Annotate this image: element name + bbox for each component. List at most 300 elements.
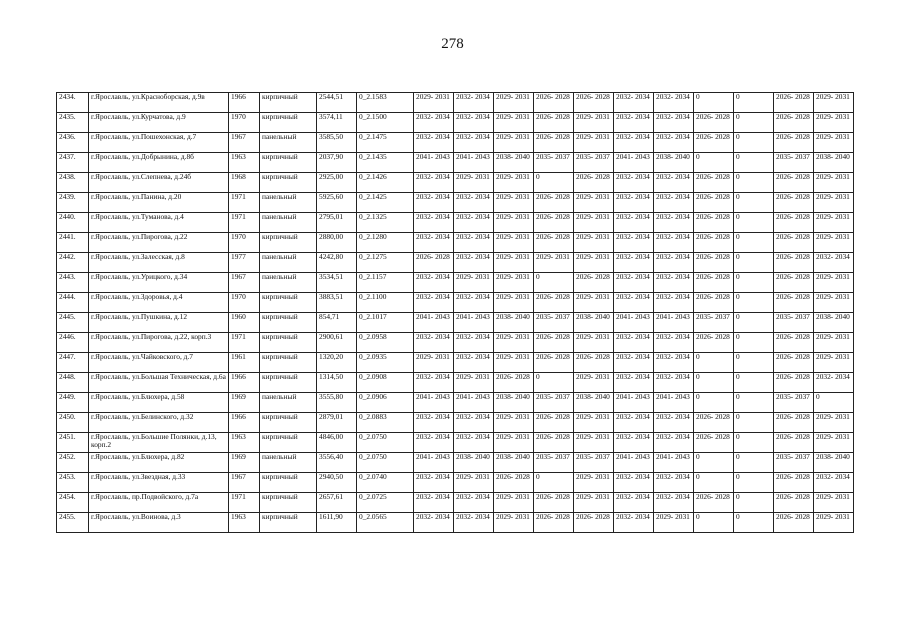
cell-work-period: 2032- 2034	[654, 333, 694, 353]
cell-work-period: 2026- 2028	[694, 493, 734, 513]
cell-work-period: 2032- 2034	[414, 133, 454, 153]
cell-work-period: 2032- 2034	[654, 133, 694, 153]
cell-work-period: 2026- 2028	[774, 93, 814, 113]
table-row	[57, 433, 854, 453]
cell-wall: кирпичный	[260, 293, 317, 313]
cell-year: 1966	[229, 93, 260, 113]
cell-area: 1320,20	[317, 353, 357, 373]
cell-work-period: 2029- 2031	[814, 293, 854, 313]
table-row	[57, 513, 854, 533]
cell-work-period: 2026- 2028	[774, 193, 814, 213]
cell-work-period: 2026- 2028	[774, 513, 814, 533]
cell-work-period: 0	[734, 373, 774, 393]
cell-work-period: 2035- 2037	[574, 153, 614, 173]
cell-index: 0_2.1157	[357, 273, 414, 293]
cell-work-period: 2026- 2028	[694, 433, 734, 453]
cell-work-period: 2029- 2031	[494, 493, 534, 513]
cell-index: 0_2.0935	[357, 353, 414, 373]
cell-work-period: 2026- 2028	[774, 233, 814, 253]
cell-work-period: 2032- 2034	[454, 253, 494, 273]
cell-work-period: 2032- 2034	[414, 433, 454, 453]
cell-wall: панельный	[260, 393, 317, 413]
cell-work-period: 2041- 2043	[414, 453, 454, 473]
cell-work-period: 2038- 2040	[814, 453, 854, 473]
cell-work-period: 2026- 2028	[534, 133, 574, 153]
cell-work-period: 0	[734, 393, 774, 413]
cell-wall: панельный	[260, 193, 317, 213]
cell-index: 0_2.1100	[357, 293, 414, 313]
cell-work-period: 2026- 2028	[574, 353, 614, 373]
cell-work-period: 2029- 2031	[814, 193, 854, 213]
cell-work-period: 2032- 2034	[414, 173, 454, 193]
cell-area: 3556,40	[317, 453, 357, 473]
cell-work-period: 0	[694, 453, 734, 473]
cell-work-period: 2029- 2031	[654, 513, 694, 533]
cell-work-period: 2038- 2040	[494, 153, 534, 173]
cell-work-period: 2035- 2037	[774, 153, 814, 173]
cell-work-period: 2026- 2028	[774, 113, 814, 133]
cell-wall: панельный	[260, 273, 317, 293]
cell-work-period: 2032- 2034	[654, 433, 694, 453]
cell-num: 2440.	[57, 213, 89, 233]
cell-work-period: 2032- 2034	[454, 293, 494, 313]
cell-work-period: 2038- 2040	[814, 153, 854, 173]
cell-area: 3883,51	[317, 293, 357, 313]
cell-work-period: 2041- 2043	[654, 453, 694, 473]
cell-work-period: 2026- 2028	[774, 493, 814, 513]
cell-address: г.Ярославль, ул.Звездная, д.33	[89, 473, 229, 493]
cell-work-period: 2026- 2028	[534, 233, 574, 253]
cell-work-period: 2026- 2028	[534, 113, 574, 133]
cell-work-period: 0	[734, 273, 774, 293]
cell-address: г.Ярославль, ул.Слепнева, д.24б	[89, 173, 229, 193]
cell-work-period: 2032- 2034	[654, 493, 694, 513]
cell-work-period: 2032- 2034	[654, 253, 694, 273]
cell-work-period: 2032- 2034	[414, 513, 454, 533]
cell-work-period: 2029- 2031	[494, 233, 534, 253]
cell-work-period: 0	[734, 313, 774, 333]
cell-year: 1963	[229, 433, 260, 453]
cell-work-period: 2026- 2028	[774, 433, 814, 453]
cell-work-period: 2032- 2034	[614, 433, 654, 453]
cell-work-period: 2029- 2031	[454, 273, 494, 293]
cell-index: 0_2.0740	[357, 473, 414, 493]
cell-work-period: 2029- 2031	[814, 353, 854, 373]
cell-work-period: 0	[734, 193, 774, 213]
cell-work-period: 2029- 2031	[574, 473, 614, 493]
cell-year: 1970	[229, 113, 260, 133]
cell-work-period: 2032- 2034	[614, 473, 654, 493]
cell-work-period: 2026- 2028	[534, 513, 574, 533]
cell-wall: кирпичный	[260, 333, 317, 353]
cell-area: 1314,50	[317, 373, 357, 393]
cell-work-period: 2032- 2034	[414, 413, 454, 433]
cell-num: 2450.	[57, 413, 89, 433]
cell-work-period: 2026- 2028	[574, 513, 614, 533]
cell-work-period: 2029- 2031	[454, 173, 494, 193]
cell-area: 3534,51	[317, 273, 357, 293]
cell-work-period: 2035- 2037	[774, 453, 814, 473]
cell-work-period: 0	[734, 173, 774, 193]
cell-work-period: 2038- 2040	[494, 393, 534, 413]
cell-year: 1971	[229, 213, 260, 233]
cell-wall: панельный	[260, 453, 317, 473]
cell-index: 0_2.0750	[357, 453, 414, 473]
cell-work-period: 0	[734, 133, 774, 153]
cell-work-period: 0	[734, 213, 774, 233]
cell-index: 0_2.0883	[357, 413, 414, 433]
cell-work-period: 2032- 2034	[414, 473, 454, 493]
cell-work-period: 2029- 2031	[494, 253, 534, 273]
cell-work-period: 2029- 2031	[574, 333, 614, 353]
cell-num: 2444.	[57, 293, 89, 313]
cell-work-period: 2032- 2034	[454, 233, 494, 253]
cell-work-period: 2029- 2031	[814, 433, 854, 453]
cell-work-period: 2029- 2031	[494, 353, 534, 373]
cell-work-period: 2032- 2034	[454, 433, 494, 453]
cell-index: 0_2.1275	[357, 253, 414, 273]
cell-work-period: 2041- 2043	[454, 313, 494, 333]
cell-work-period: 2029- 2031	[494, 293, 534, 313]
cell-work-period: 2032- 2034	[814, 253, 854, 273]
cell-wall: кирпичный	[260, 153, 317, 173]
table-row	[57, 293, 854, 313]
cell-work-period: 2029- 2031	[814, 173, 854, 193]
cell-work-period: 2026- 2028	[774, 273, 814, 293]
table-body	[57, 93, 854, 533]
table-row	[57, 153, 854, 173]
cell-wall: кирпичный	[260, 413, 317, 433]
cell-work-period: 2026- 2028	[694, 193, 734, 213]
cell-index: 0_2.1425	[357, 193, 414, 213]
table-row	[57, 233, 854, 253]
cell-work-period: 2041- 2043	[454, 393, 494, 413]
cell-work-period: 2041- 2043	[614, 453, 654, 473]
cell-address: г.Ярославль, ул.Пирогова, д.22, корп.3	[89, 333, 229, 353]
cell-year: 1969	[229, 393, 260, 413]
cell-work-period: 2026- 2028	[694, 173, 734, 193]
cell-work-period: 2032- 2034	[614, 133, 654, 153]
cell-index: 0_2.0908	[357, 373, 414, 393]
cell-year: 1966	[229, 373, 260, 393]
cell-num: 2439.	[57, 193, 89, 213]
cell-area: 2925,00	[317, 173, 357, 193]
cell-work-period: 2029- 2031	[814, 133, 854, 153]
cell-address: г.Ярославль, ул.Блюхера, д.58	[89, 393, 229, 413]
cell-year: 1963	[229, 153, 260, 173]
cell-work-period: 2032- 2034	[614, 293, 654, 313]
cell-work-period: 2026- 2028	[574, 173, 614, 193]
cell-work-period: 2032- 2034	[614, 333, 654, 353]
cell-area: 854,71	[317, 313, 357, 333]
cell-year: 1960	[229, 313, 260, 333]
cell-work-period: 2032- 2034	[614, 353, 654, 373]
cell-work-period: 2026- 2028	[774, 353, 814, 373]
cell-work-period: 2026- 2028	[534, 493, 574, 513]
cell-year: 1967	[229, 133, 260, 153]
cell-work-period: 2026- 2028	[694, 213, 734, 233]
housing-register-table	[56, 92, 854, 533]
cell-index: 0_2.0958	[357, 333, 414, 353]
cell-work-period: 2029- 2031	[414, 353, 454, 373]
cell-work-period: 2032- 2034	[614, 93, 654, 113]
table-row	[57, 313, 854, 333]
cell-work-period: 2029- 2031	[814, 213, 854, 233]
cell-work-period: 2026- 2028	[774, 213, 814, 233]
cell-work-period: 0	[734, 413, 774, 433]
cell-area: 4242,80	[317, 253, 357, 273]
cell-work-period: 0	[694, 393, 734, 413]
cell-work-period: 2026- 2028	[534, 433, 574, 453]
cell-wall: кирпичный	[260, 353, 317, 373]
cell-work-period: 0	[694, 93, 734, 113]
cell-work-period: 2032- 2034	[414, 273, 454, 293]
table-row	[57, 113, 854, 133]
cell-num: 2455.	[57, 513, 89, 533]
cell-work-period: 2026- 2028	[694, 113, 734, 133]
table-row	[57, 273, 854, 293]
cell-num: 2451.	[57, 433, 89, 453]
cell-work-period: 0	[734, 113, 774, 133]
cell-work-period: 2032- 2034	[414, 333, 454, 353]
cell-work-period: 2038- 2040	[654, 153, 694, 173]
cell-work-period: 2032- 2034	[654, 353, 694, 373]
cell-work-period: 0	[734, 453, 774, 473]
cell-work-period: 2029- 2031	[534, 253, 574, 273]
cell-work-period: 2032- 2034	[614, 213, 654, 233]
cell-area: 3574,11	[317, 113, 357, 133]
cell-wall: кирпичный	[260, 93, 317, 113]
cell-wall: кирпичный	[260, 513, 317, 533]
cell-year: 1963	[229, 513, 260, 533]
cell-work-period: 2032- 2034	[654, 473, 694, 493]
cell-work-period: 2026- 2028	[414, 253, 454, 273]
cell-work-period: 0	[734, 493, 774, 513]
cell-address: г.Ярославль, ул.Добрынина, д.8б	[89, 153, 229, 173]
cell-work-period: 2026- 2028	[694, 413, 734, 433]
cell-num: 2446.	[57, 333, 89, 353]
cell-work-period: 2029- 2031	[574, 433, 614, 453]
cell-work-period: 2041- 2043	[414, 313, 454, 333]
cell-num: 2443.	[57, 273, 89, 293]
cell-work-period: 2026- 2028	[774, 133, 814, 153]
cell-address: г.Ярославль, пр.Подвойского, д.7а	[89, 493, 229, 513]
cell-index: 0_2.1435	[357, 153, 414, 173]
cell-num: 2441.	[57, 233, 89, 253]
cell-work-period: 2029- 2031	[574, 253, 614, 273]
cell-address: г.Ярославль, ул.Урицкого, д.34	[89, 273, 229, 293]
cell-work-period: 2032- 2034	[654, 213, 694, 233]
cell-address: г.Ярославль, ул.Белинского, д.32	[89, 413, 229, 433]
cell-work-period: 2029- 2031	[574, 113, 614, 133]
cell-index: 0_2.1017	[357, 313, 414, 333]
table-row	[57, 373, 854, 393]
cell-area: 2879,01	[317, 413, 357, 433]
cell-year: 1970	[229, 293, 260, 313]
cell-work-period: 0	[734, 333, 774, 353]
cell-work-period: 2026- 2028	[494, 373, 534, 393]
cell-work-period: 2032- 2034	[454, 113, 494, 133]
cell-address: г.Ярославль, ул.Воинова, д.3	[89, 513, 229, 533]
cell-work-period: 2032- 2034	[454, 193, 494, 213]
cell-work-period: 2032- 2034	[654, 173, 694, 193]
cell-num: 2434.	[57, 93, 89, 113]
cell-area: 2657,61	[317, 493, 357, 513]
cell-num: 2438.	[57, 173, 89, 193]
cell-work-period: 2029- 2031	[814, 233, 854, 253]
cell-work-period: 2032- 2034	[454, 413, 494, 433]
cell-work-period: 2038- 2040	[814, 313, 854, 333]
cell-work-period: 2032- 2034	[654, 193, 694, 213]
cell-work-period: 2029- 2031	[494, 113, 534, 133]
cell-address: г.Ярославль, ул.Пошехонская, д.7	[89, 133, 229, 153]
cell-num: 2445.	[57, 313, 89, 333]
cell-work-period: 2026- 2028	[774, 413, 814, 433]
cell-work-period: 2032- 2034	[454, 353, 494, 373]
cell-address: г.Ярославль, ул.Красноборская, д.9в	[89, 93, 229, 113]
cell-work-period: 0	[734, 433, 774, 453]
cell-work-period: 2029- 2031	[814, 493, 854, 513]
cell-area: 3555,80	[317, 393, 357, 413]
cell-work-period: 2026- 2028	[694, 233, 734, 253]
cell-work-period: 2026- 2028	[774, 293, 814, 313]
cell-area: 2795,01	[317, 213, 357, 233]
cell-work-period: 2038- 2040	[574, 393, 614, 413]
cell-area: 2037,90	[317, 153, 357, 173]
cell-year: 1966	[229, 413, 260, 433]
cell-work-period: 0	[734, 233, 774, 253]
cell-work-period: 0	[734, 153, 774, 173]
cell-num: 2435.	[57, 113, 89, 133]
cell-work-period: 2041- 2043	[654, 393, 694, 413]
cell-work-period: 2032- 2034	[654, 93, 694, 113]
cell-year: 1970	[229, 233, 260, 253]
cell-num: 2447.	[57, 353, 89, 373]
cell-wall: кирпичный	[260, 313, 317, 333]
cell-work-period: 2026- 2028	[774, 333, 814, 353]
cell-year: 1967	[229, 473, 260, 493]
cell-work-period: 2032- 2034	[414, 493, 454, 513]
cell-work-period: 2032- 2034	[414, 233, 454, 253]
cell-work-period: 2032- 2034	[614, 253, 654, 273]
cell-work-period: 2032- 2034	[614, 413, 654, 433]
cell-wall: кирпичный	[260, 113, 317, 133]
cell-year: 1967	[229, 273, 260, 293]
cell-work-period: 2029- 2031	[814, 333, 854, 353]
cell-work-period: 0	[534, 373, 574, 393]
cell-address: г.Ярославль, ул.Большие Полянки, д.13, корп.2	[89, 433, 229, 453]
cell-area: 2544,51	[317, 93, 357, 113]
cell-work-period: 0	[734, 293, 774, 313]
cell-work-period: 2026- 2028	[774, 253, 814, 273]
cell-work-period: 2029- 2031	[494, 413, 534, 433]
cell-wall: кирпичный	[260, 493, 317, 513]
cell-wall: кирпичный	[260, 473, 317, 493]
cell-work-period: 2029- 2031	[814, 113, 854, 133]
cell-work-period: 2029- 2031	[454, 373, 494, 393]
table-row	[57, 173, 854, 193]
cell-work-period: 2041- 2043	[414, 393, 454, 413]
table-row	[57, 393, 854, 413]
cell-work-period: 2035- 2037	[534, 393, 574, 413]
cell-work-period: 2029- 2031	[574, 373, 614, 393]
cell-year: 1971	[229, 493, 260, 513]
cell-index: 0_2.1325	[357, 213, 414, 233]
cell-work-period: 2035- 2037	[534, 453, 574, 473]
cell-work-period: 2032- 2034	[654, 413, 694, 433]
cell-address: г.Ярославль, ул.Пирогова, д.22	[89, 233, 229, 253]
table-row	[57, 333, 854, 353]
cell-num: 2442.	[57, 253, 89, 273]
cell-work-period: 2038- 2040	[454, 453, 494, 473]
cell-work-period: 2029- 2031	[494, 433, 534, 453]
cell-index: 0_2.1475	[357, 133, 414, 153]
table-row	[57, 93, 854, 113]
cell-work-period: 2041- 2043	[654, 313, 694, 333]
table-row	[57, 493, 854, 513]
cell-work-period: 0	[694, 513, 734, 533]
cell-address: г.Ярославль, ул.Курчатова, д.9	[89, 113, 229, 133]
cell-num: 2453.	[57, 473, 89, 493]
table-row	[57, 253, 854, 273]
cell-year: 1971	[229, 333, 260, 353]
cell-work-period: 2026- 2028	[694, 253, 734, 273]
cell-work-period: 0	[734, 253, 774, 273]
cell-work-period: 2029- 2031	[494, 273, 534, 293]
cell-area: 4846,00	[317, 433, 357, 453]
cell-wall: кирпичный	[260, 373, 317, 393]
cell-work-period: 2026- 2028	[574, 93, 614, 113]
cell-year: 1971	[229, 193, 260, 213]
cell-work-period: 2041- 2043	[454, 153, 494, 173]
cell-work-period: 2029- 2031	[494, 93, 534, 113]
cell-area: 1611,90	[317, 513, 357, 533]
cell-area: 5925,60	[317, 193, 357, 213]
cell-area: 2900,61	[317, 333, 357, 353]
table-row	[57, 133, 854, 153]
cell-work-period: 2032- 2034	[614, 493, 654, 513]
cell-work-period: 2038- 2040	[574, 313, 614, 333]
cell-work-period: 2026- 2028	[694, 293, 734, 313]
table-row	[57, 413, 854, 433]
cell-num: 2436.	[57, 133, 89, 153]
cell-work-period: 2032- 2034	[414, 113, 454, 133]
cell-work-period: 2032- 2034	[414, 193, 454, 213]
cell-work-period: 2032- 2034	[614, 273, 654, 293]
cell-index: 0_2.0725	[357, 493, 414, 513]
cell-work-period: 2026- 2028	[574, 273, 614, 293]
cell-work-period: 2035- 2037	[574, 453, 614, 473]
table-row	[57, 193, 854, 213]
cell-num: 2454.	[57, 493, 89, 513]
cell-work-period: 2032- 2034	[614, 193, 654, 213]
cell-work-period: 2032- 2034	[654, 293, 694, 313]
cell-num: 2449.	[57, 393, 89, 413]
cell-address: г.Ярославль, ул.Пушкина, д.12	[89, 313, 229, 333]
cell-work-period: 2041- 2043	[614, 313, 654, 333]
cell-work-period: 2032- 2034	[454, 513, 494, 533]
cell-work-period: 0	[734, 353, 774, 373]
cell-work-period: 2029- 2031	[814, 273, 854, 293]
cell-work-period: 0	[734, 93, 774, 113]
cell-work-period: 2032- 2034	[814, 473, 854, 493]
cell-year: 1968	[229, 173, 260, 193]
cell-work-period: 2032- 2034	[454, 133, 494, 153]
cell-address: г.Ярославль, ул.Большая Техническая, д.6а	[89, 373, 229, 393]
cell-work-period: 2029- 2031	[814, 513, 854, 533]
cell-year: 1961	[229, 353, 260, 373]
cell-work-period: 2029- 2031	[414, 93, 454, 113]
